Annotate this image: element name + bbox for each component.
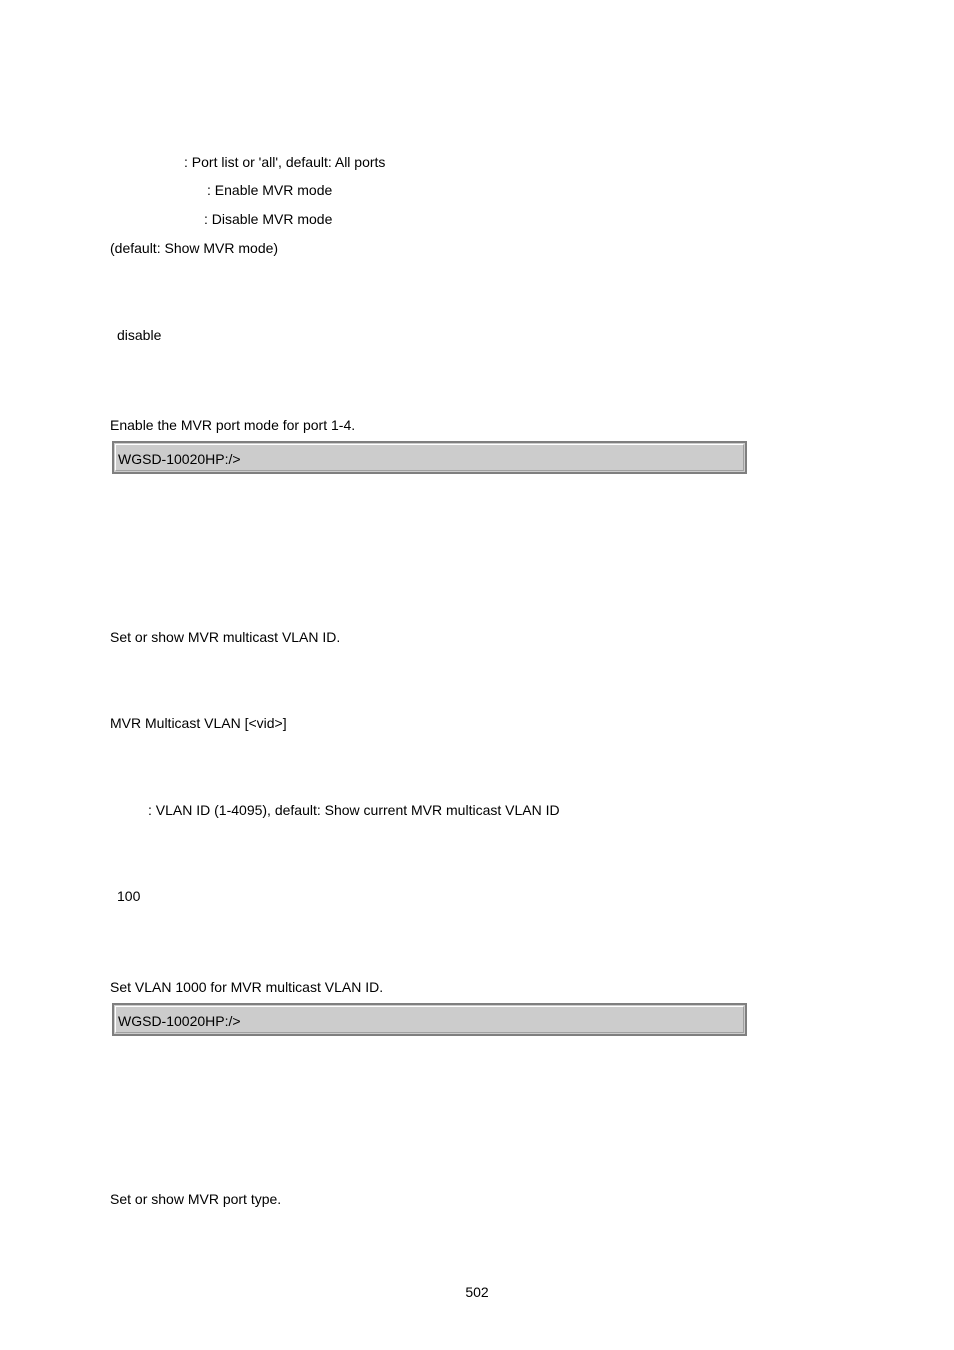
param-disable: : Disable MVR mode	[204, 211, 333, 227]
param-default: (default: Show MVR mode)	[110, 240, 279, 256]
multicast-vlan-description: Set or show MVR multicast VLAN ID.	[110, 629, 341, 645]
example-description-port-mode: Enable the MVR port mode for port 1-4.	[110, 417, 356, 433]
port-type-description: Set or show MVR port type.	[110, 1191, 282, 1207]
example-description-vlan: Set VLAN 1000 for MVR multicast VLAN ID.	[110, 979, 384, 995]
multicast-vlan-syntax: MVR Multicast VLAN [<vid>]	[110, 715, 287, 731]
command-box-vlan	[112, 1003, 747, 1036]
command-box-port-mode	[112, 441, 747, 474]
command-prompt: WGSD-10020HP:/>	[118, 451, 241, 467]
param-enable: : Enable MVR mode	[207, 182, 333, 198]
page-number: 502	[465, 1284, 489, 1300]
param-vid: : VLAN ID (1-4095), default: Show current MVR multicast VLAN ID	[148, 802, 560, 818]
command-prompt: WGSD-10020HP:/>	[118, 1013, 241, 1029]
default-value-mode: disable	[117, 327, 162, 343]
param-port-list: : Port list or 'all', default: All ports	[184, 154, 386, 170]
default-value-vlan: 100	[117, 888, 141, 904]
